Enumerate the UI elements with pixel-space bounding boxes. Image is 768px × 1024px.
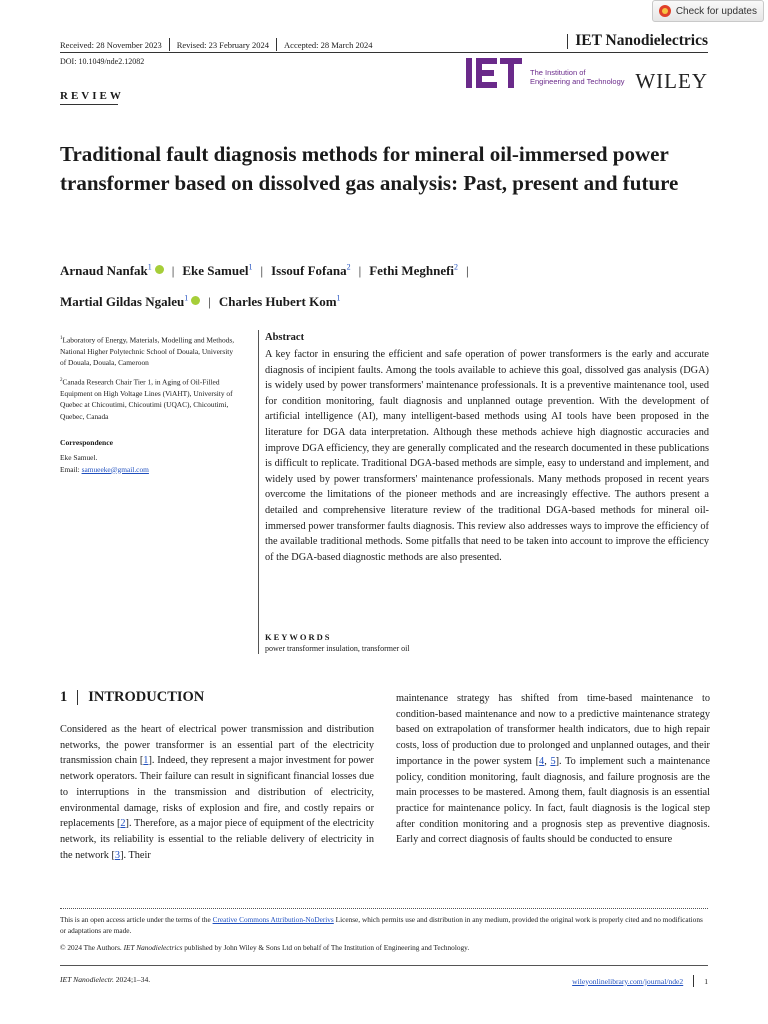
journal-url-link[interactable]: wileyonlinelibrary.com/journal/nde2 [572,976,684,986]
footer-separator [60,908,708,909]
citation-line: IET Nanodielectr. 2024;1–34. [60,975,151,984]
crossmark-icon [659,5,671,17]
article-type: REVIEW [60,90,124,102]
footer-rule [60,965,708,966]
author[interactable]: Eke Samuel$^1$ [182,263,253,279]
author[interactable]: Charles Hubert Kom$^1$ [218,293,341,309]
divider [567,34,568,49]
wiley-logo: WILEY [635,69,708,93]
email-link[interactable]: samueeke@gmail.com [81,464,149,474]
section-title: INTRODUCTION [88,689,205,705]
correspondence-heading: Correspondence [60,438,114,447]
journal-name [567,32,708,50]
header-rule [60,52,708,53]
orcid-icon[interactable] [155,265,164,274]
abstract-text: A key factor in ensuring the efficient and safe operation of power transformers is the early and accurate diagnosis of incipient faults. Among the tools available to achieve this goal, dissolved gas analysis (DGA) is widely used by power transformers' maintenance professionals. It is a preventive maintenance tool, used for condition monitoring, fault diagnosis and unplanned outage prevention. With the development of artificial intelligence (AI), many intelligent-based methods using AI tools have been proposed in the literature for DGA data interpretation. Although these methods achieve high diagnostic accuracies and improve DGA efficiency, they are generally complicated and the research documented in these publications is difficult to replicate. Traditional DGA-based methods are simple, easy to understand and implement, and widely used by power transformers' maintenance professionals. Many methods proposed in recent years overcome the limitations of the pioneer methods and are increasingly effective. The authors present a detailed and comprehensive literature review of the traditional DGA-based methods for mineral oil-immersed power transformer faults diagnosis. This review also addresses ways to improve the efficiency of the available traditional methods. Some pitfalls that need to be taken into account to improve the efficiency of the DGA-based diagnostic methods are also presented. [265,349,709,563]
abstract-rule [258,330,259,654]
check-for-updates-button[interactable] [652,0,764,22]
doi[interactable]: DOI: 10.1049/nde2.12082 [60,57,145,66]
correspondence-name: Eke Samuel. [60,453,98,462]
article-history [60,38,373,51]
citation-link[interactable]: 4 [539,755,545,767]
body-column-right: maintenance strategy has shifted from time-based maintenance to condition-based maintenance and now to a predictive maintenance strategy based on extrapolation of transformer health indicators, due to high repair costs, loss of production due to prolonged and unplanned outages, and their importance in the power system [4, 5]. To implement such a maintenance policy, condition monitoring, fault diagnosis, and failure prognosis are the main processes to be mastered. Among them, fault diagnosis is an essential practice for maintenance policy. In fact, fault diagnosis is the logical step after condition monitoring and a prognosis step as preventive diagnosis. Early and correct diagnosis of faults should be conducted to ensure [396,693,710,846]
license-link[interactable]: Creative Commons Attribution-NoDerivs [212,915,334,924]
keywords-heading: KEYWORDS [265,632,332,642]
check-for-updates-label: Check for updates [675,5,757,17]
accepted-date: Accepted: 28 March 2024 [284,39,373,50]
abstract-heading: Abstract [265,332,305,343]
copyright-note: © 2024 The Authors. IET Nanodielectrics published by John Wiley & Sons Ltd on behalf of The Institution of Engineering and Technology. [60,943,470,952]
citation-link[interactable]: 5 [550,755,556,767]
author[interactable]: Arnaud Nanfak$^1$ [60,263,164,278]
page-footer-right [572,975,708,987]
body-column-left: Considered as the heart of electrical power transmission and distribution networks, the power transformer is an essential part of the electricity transmission chain [1]. Indeed, they represent a major investment for power network operators. Their failure can result in significant financial losses due to interruptions in the transmission and distribution of electricity, environmental damage, risks of explosion and fire, and costly repairs or replacements [2]. Therefore, as a major piece of equipment of the electricity network, its reliability is essential to the reliable delivery of electricity in the network [3]. Their [60,724,374,861]
affiliation: $^2$Canada Research Chair Tier 1, in Aging of Oil-Filled Equipment on High Voltage Lines (ViAHT), University of Quebec at Chicoutimi, Chicoutimi (UQAC), Chicoutimi, Quebec, Canada [60,377,233,421]
author[interactable]: Fethi Meghnefi$^2$ [369,263,459,279]
citation-link[interactable]: 1 [143,755,149,767]
divider [169,38,170,51]
iet-logo [466,58,625,88]
author[interactable]: Martial Gildas Ngaleu$^1$ [60,294,200,309]
correspondence: Eke Samuel. Email: samueeke@gmail.com [60,453,149,474]
received-date: Received: 28 November 2023 [60,39,162,50]
article-title: Traditional fault diagnosis methods for mineral oil-immersed power transformer based on dissolved gas analysis: Past, present and future [60,142,679,195]
journal-name-text: IET Nanodielectrics [575,32,708,49]
author[interactable]: Issouf Fofana$^2$ [271,263,351,279]
divider [77,690,78,705]
iet-line-1: The Institution of [530,68,586,77]
article-type-underline [60,104,118,105]
orcid-icon[interactable] [191,296,200,305]
divider [276,38,277,51]
author-list: Arnaud Nanfak$^1$ | Eke Samuel$^1$ | Issouf Fofana$^2$ | Fethi Meghnefi$^2$ | Martial Gildas Ngaleu$^1$ | Charles Hubert Kom$^1$ [60,263,469,309]
iet-line-2: Engineering and Technology [530,77,625,86]
iet-logo-mark [466,58,524,88]
divider [693,975,694,987]
page-number: 1 [704,976,708,986]
citation-link[interactable]: 2 [120,818,126,830]
license-note: This is an open access article under the terms of the Creative Commons Attribution-NoDerivs License, which permits use and distribution in any medium, provided the original work is properly cited and no modifications or adaptations are made. [60,915,703,935]
iet-logo-text [530,68,625,86]
section-heading [60,689,204,706]
citation-link[interactable]: 3 [114,849,121,861]
revised-date: Revised: 23 February 2024 [176,39,270,50]
keywords: power transformer insulation, transformer oil [265,644,410,653]
affiliation: $^1$Laboratory of Energy, Materials, Modelling and Methods, National Higher Polytechnic School of Douala, University of Douala, Douala, Cameroon [60,335,235,368]
section-number: 1 [60,689,68,705]
